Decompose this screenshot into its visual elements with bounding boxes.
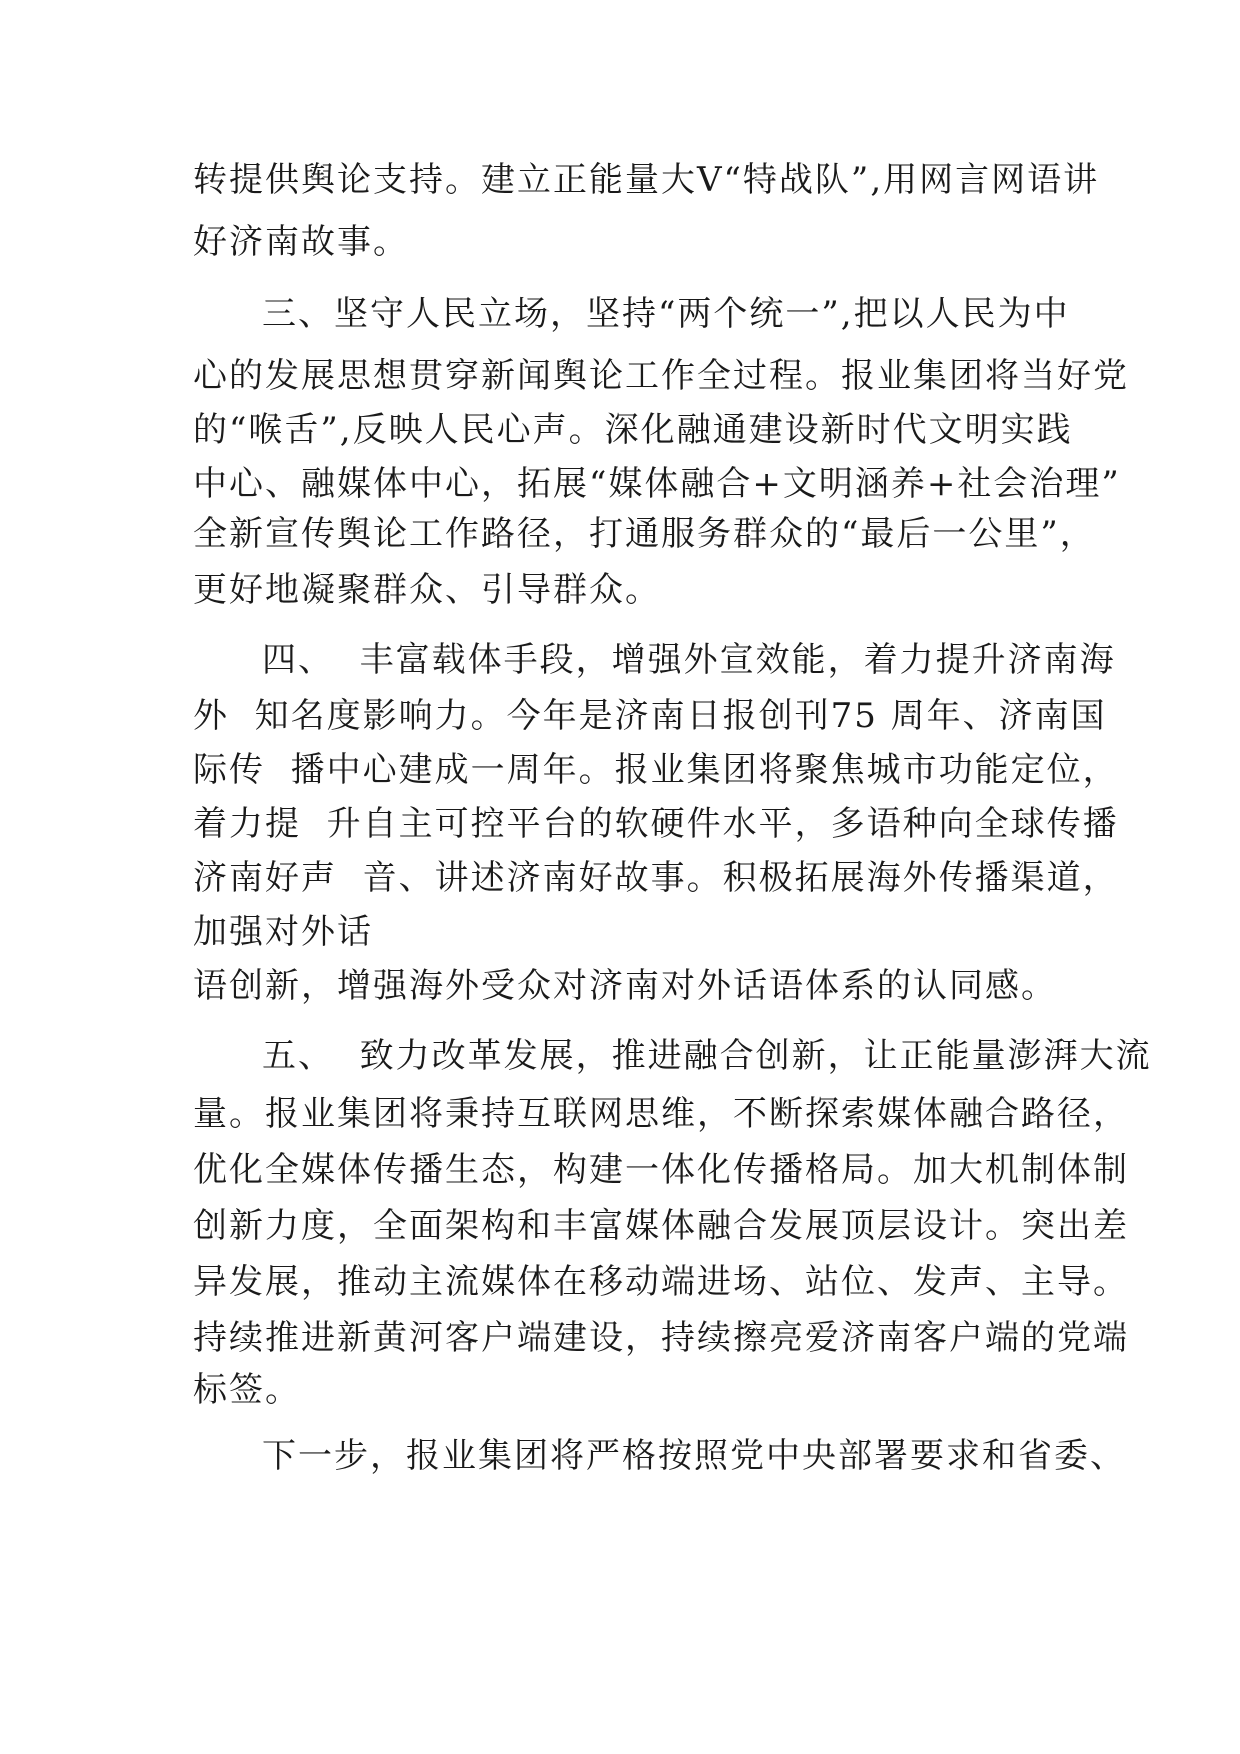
text-line: 创新力度，全面架构和丰富媒体融合发展顶层设计。突出差 (193, 1206, 1129, 1246)
text-line: 语创新，增强海外受众对济南对外话语体系的认同感。 (193, 966, 1057, 1006)
text-line: 持续推进新黄河客户端建设，持续擦亮爱济南客户端的党端 (193, 1318, 1129, 1358)
text-line: 全新宣传舆论工作路径，打通服务群众的“最后一公里”， (193, 514, 1096, 554)
text-line: 好济南故事。 (193, 222, 409, 262)
text-line: 的“喉舌”,反映人民心声。深化融通建设新时代文明实践 (193, 410, 1073, 450)
text-line: 际传 播中心建成一周年。报业集团将聚焦城市功能定位， (193, 750, 1119, 790)
paragraph-4-line: 四、 丰富载体手段，增强外宣效能，着力提升济南海 (262, 640, 1116, 680)
text-line: 外 知名度影响力。今年是济南日报创刊75 周年、济南国 (193, 696, 1107, 736)
paragraph-3-line: 三、坚守人民立场，坚持“两个统一”,把以人民为中 (262, 294, 1070, 334)
text-line: 加强对外话 (193, 912, 373, 952)
text-line: 心的发展思想贯穿新闻舆论工作全过程。报业集团将当好党 (193, 356, 1129, 396)
text-line: 中心、融媒体中心，拓展“媒体融合+文明涵养+社会治理” (193, 464, 1121, 504)
text-line: 转提供舆论支持。建立正能量大V“特战队”,用网言网语讲 (193, 160, 1100, 200)
text-line: 更好地凝聚群众、引导群众。 (193, 570, 661, 610)
text-line: 标签。 (193, 1370, 301, 1410)
text-line: 济南好声 音、讲述济南好故事。积极拓展海外传播渠道， (193, 858, 1119, 898)
text-line: 优化全媒体传播生态，构建一体化传播格局。加大机制体制 (193, 1150, 1129, 1190)
text-line: 量。报业集团将秉持互联网思维，不断探索媒体融合路径， (193, 1094, 1129, 1134)
paragraph-5-line: 五、 致力改革发展，推进融合创新，让正能量澎湃大流 (262, 1036, 1152, 1076)
paragraph-next-line: 下一步，报业集团将严格按照党中央部署要求和省委、 (262, 1436, 1126, 1476)
text-line: 着力提 升自主可控平台的软硬件水平，多语种向全球传播 (193, 804, 1119, 844)
text-line: 异发展，推动主流媒体在移动端进场、站位、发声、主导。 (193, 1262, 1129, 1302)
